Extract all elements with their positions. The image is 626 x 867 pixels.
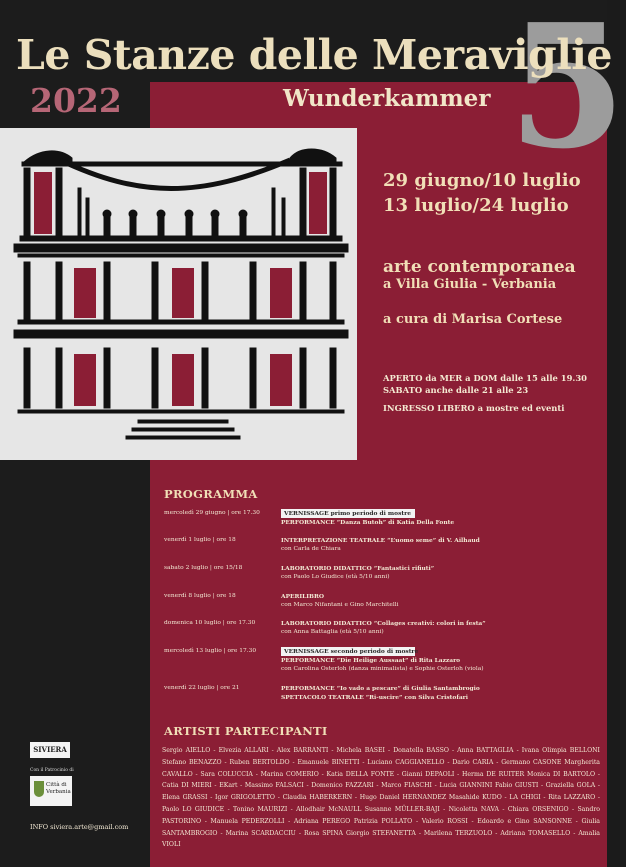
dates-period-2: 13 luglio/24 luglio [383, 195, 569, 216]
admission: INGRESSO LIBERO a mostre ed eventi [383, 403, 565, 413]
event-venue: a Villa Giulia - Verbania [383, 277, 557, 292]
event-line: LABORATORIO DIDATTICO “Fantastici rifiuti” [281, 565, 435, 572]
verbania-logo [30, 776, 72, 806]
curator: a cura di Marisa Cortese [383, 312, 563, 327]
villa-illustration-panel [0, 128, 357, 460]
page-title: Le Stanze delle Meraviglie [16, 31, 612, 79]
event-highlight: VERNISSAGE secondo periodo di mostre [281, 647, 415, 656]
event-date: venerdì 1 luglio | ore 18 [164, 537, 236, 543]
event-date: venerdì 8 luglio | ore 18 [164, 593, 236, 599]
event-type: arte contemporanea [383, 257, 576, 277]
hours-line-2: SABATO anche dalle 21 alle 23 [383, 385, 529, 395]
event-date: mercoledì 29 giugno | ore 17.30 [164, 510, 260, 516]
city-line-2: Verbania [46, 789, 71, 795]
event-line: APERILIBRO [281, 593, 325, 600]
event-highlight: VERNISSAGE primo periodo di mostre [281, 509, 415, 518]
hours-line-1: APERTO da MER a DOM dalle 15 alle 19.30 [383, 373, 587, 383]
program-event [164, 509, 604, 539]
dates-period-1: 29 giugno/10 luglio [383, 170, 581, 191]
artists-title: ARTISTI PARTECIPANTI [164, 724, 328, 738]
event-line: con Carolina Osterloh (danza minimalista) e Sophie Osterloh (viola) [281, 666, 484, 672]
program-event [164, 684, 604, 714]
event-line: PERFORMANCE “Danza Butoh” di Katia Della Fonte [281, 519, 455, 526]
contact-info: INFO siviera.arte@gmail.com [30, 823, 129, 831]
city-line-1: Città di [46, 782, 67, 788]
event-date: domenica 10 luglio | ore 17.30 [164, 620, 256, 626]
program-event [164, 536, 604, 566]
event-line: con Carla de Chiara [281, 546, 341, 552]
event-line: PERFORMANCE “Die Heilige Aussaat” di Rita Lazzaro [281, 657, 461, 664]
event-line: SPETTACOLO TEATRALE “Ri-uscire” con Silva Cristofari [281, 694, 469, 701]
program-title: PROGRAMMA [164, 487, 258, 501]
patronage-label: Con il Patrocinio di [30, 768, 74, 773]
event-line: INTERPRETAZIONE TEATRALE “L’uomo seme” di V. Ailhaud [281, 537, 480, 544]
edition-number: 5 [508, 0, 626, 187]
program-event [164, 592, 604, 622]
event-line: PERFORMANCE “Io vado a pescare” di Giulia Santambrogio [281, 685, 480, 692]
artists-list: Sergio AIELLO - Elvezia ALLARI - Alex BARRANTI - Michela BASEI - Donatella BASSO - Anna BATTAGLIA - Ivana Olimpia BELLONI Stefano BENAZZO - Ruben BERTOLDO - Emanuele BINETTI - Luciano CAGGIANELLO - Dario CARIA - Germano CASONE Margherita CAVALLO - Sara COLUCCIA - Marina COMERIO - Katia DELLA FONTE - Gianni DEPAOLI - Herma DE RUITER Monica DI BARTOLO - Catia DI MIERI - EKart - Massimo FALSACI - Domenico FAZZARI - Marco FIASCHI - Lucia GIANNINI Fabio GIUSTI - Graziella GOLA - Elena GRASSI - Igor GRIGOLETTO - Claudia HABERKERN - Hugo Daniel HERNANDEZ Masahide KUDO - LA CHIGI - Rita LAZZARO - Paolo LO GIUDICE - Tonino MAURIZI - Allodhair McNAULL Susanne MÜLLER-BAJI - Nicoletta NAVA - Chiara ORSENIGO - Sandro PASTORINO - Manuela PEDERZOLLI - Adriana PEREGO Patrizia POLLATO - Valerio ROSSI - Edoardo e Gino SANSONNE - Giulia SANTAMBROGIO - Marina SCARDACCIU - Rosa SPINA Giorgio STEFANETTA - Marilena TERZUOLO - Adriana TOMASELLO - Amalia VIOLI [162, 747, 600, 849]
year-label: 2022 [30, 81, 122, 120]
siviera-logo: SIVIERA [30, 742, 70, 758]
program-event [164, 619, 604, 649]
villa-facade-icon [0, 128, 357, 460]
event-line: con Marco Nifantani e Gino Marchitelli [281, 602, 399, 608]
subtitle: Wunderkammer [283, 85, 491, 112]
program-event [164, 647, 604, 677]
event-line: LABORATORIO DIDATTICO “Collages creativi: colori in festa” [281, 620, 486, 627]
program-event [164, 564, 604, 594]
event-line: con Anna Battaglia (età 5/10 anni) [281, 629, 384, 635]
event-date: sabato 2 luglio | ore 15/18 [164, 565, 243, 571]
opening-hours [383, 372, 587, 396]
event-date: venerdì 22 luglio | ore 21 [164, 685, 240, 691]
event-line: con Paolo Lo Giudice (età 5/10 anni) [281, 574, 390, 580]
city-shield-icon [34, 781, 44, 797]
exhibition-dates [383, 168, 581, 218]
event-date: mercoledì 13 luglio | ore 17.30 [164, 648, 257, 654]
